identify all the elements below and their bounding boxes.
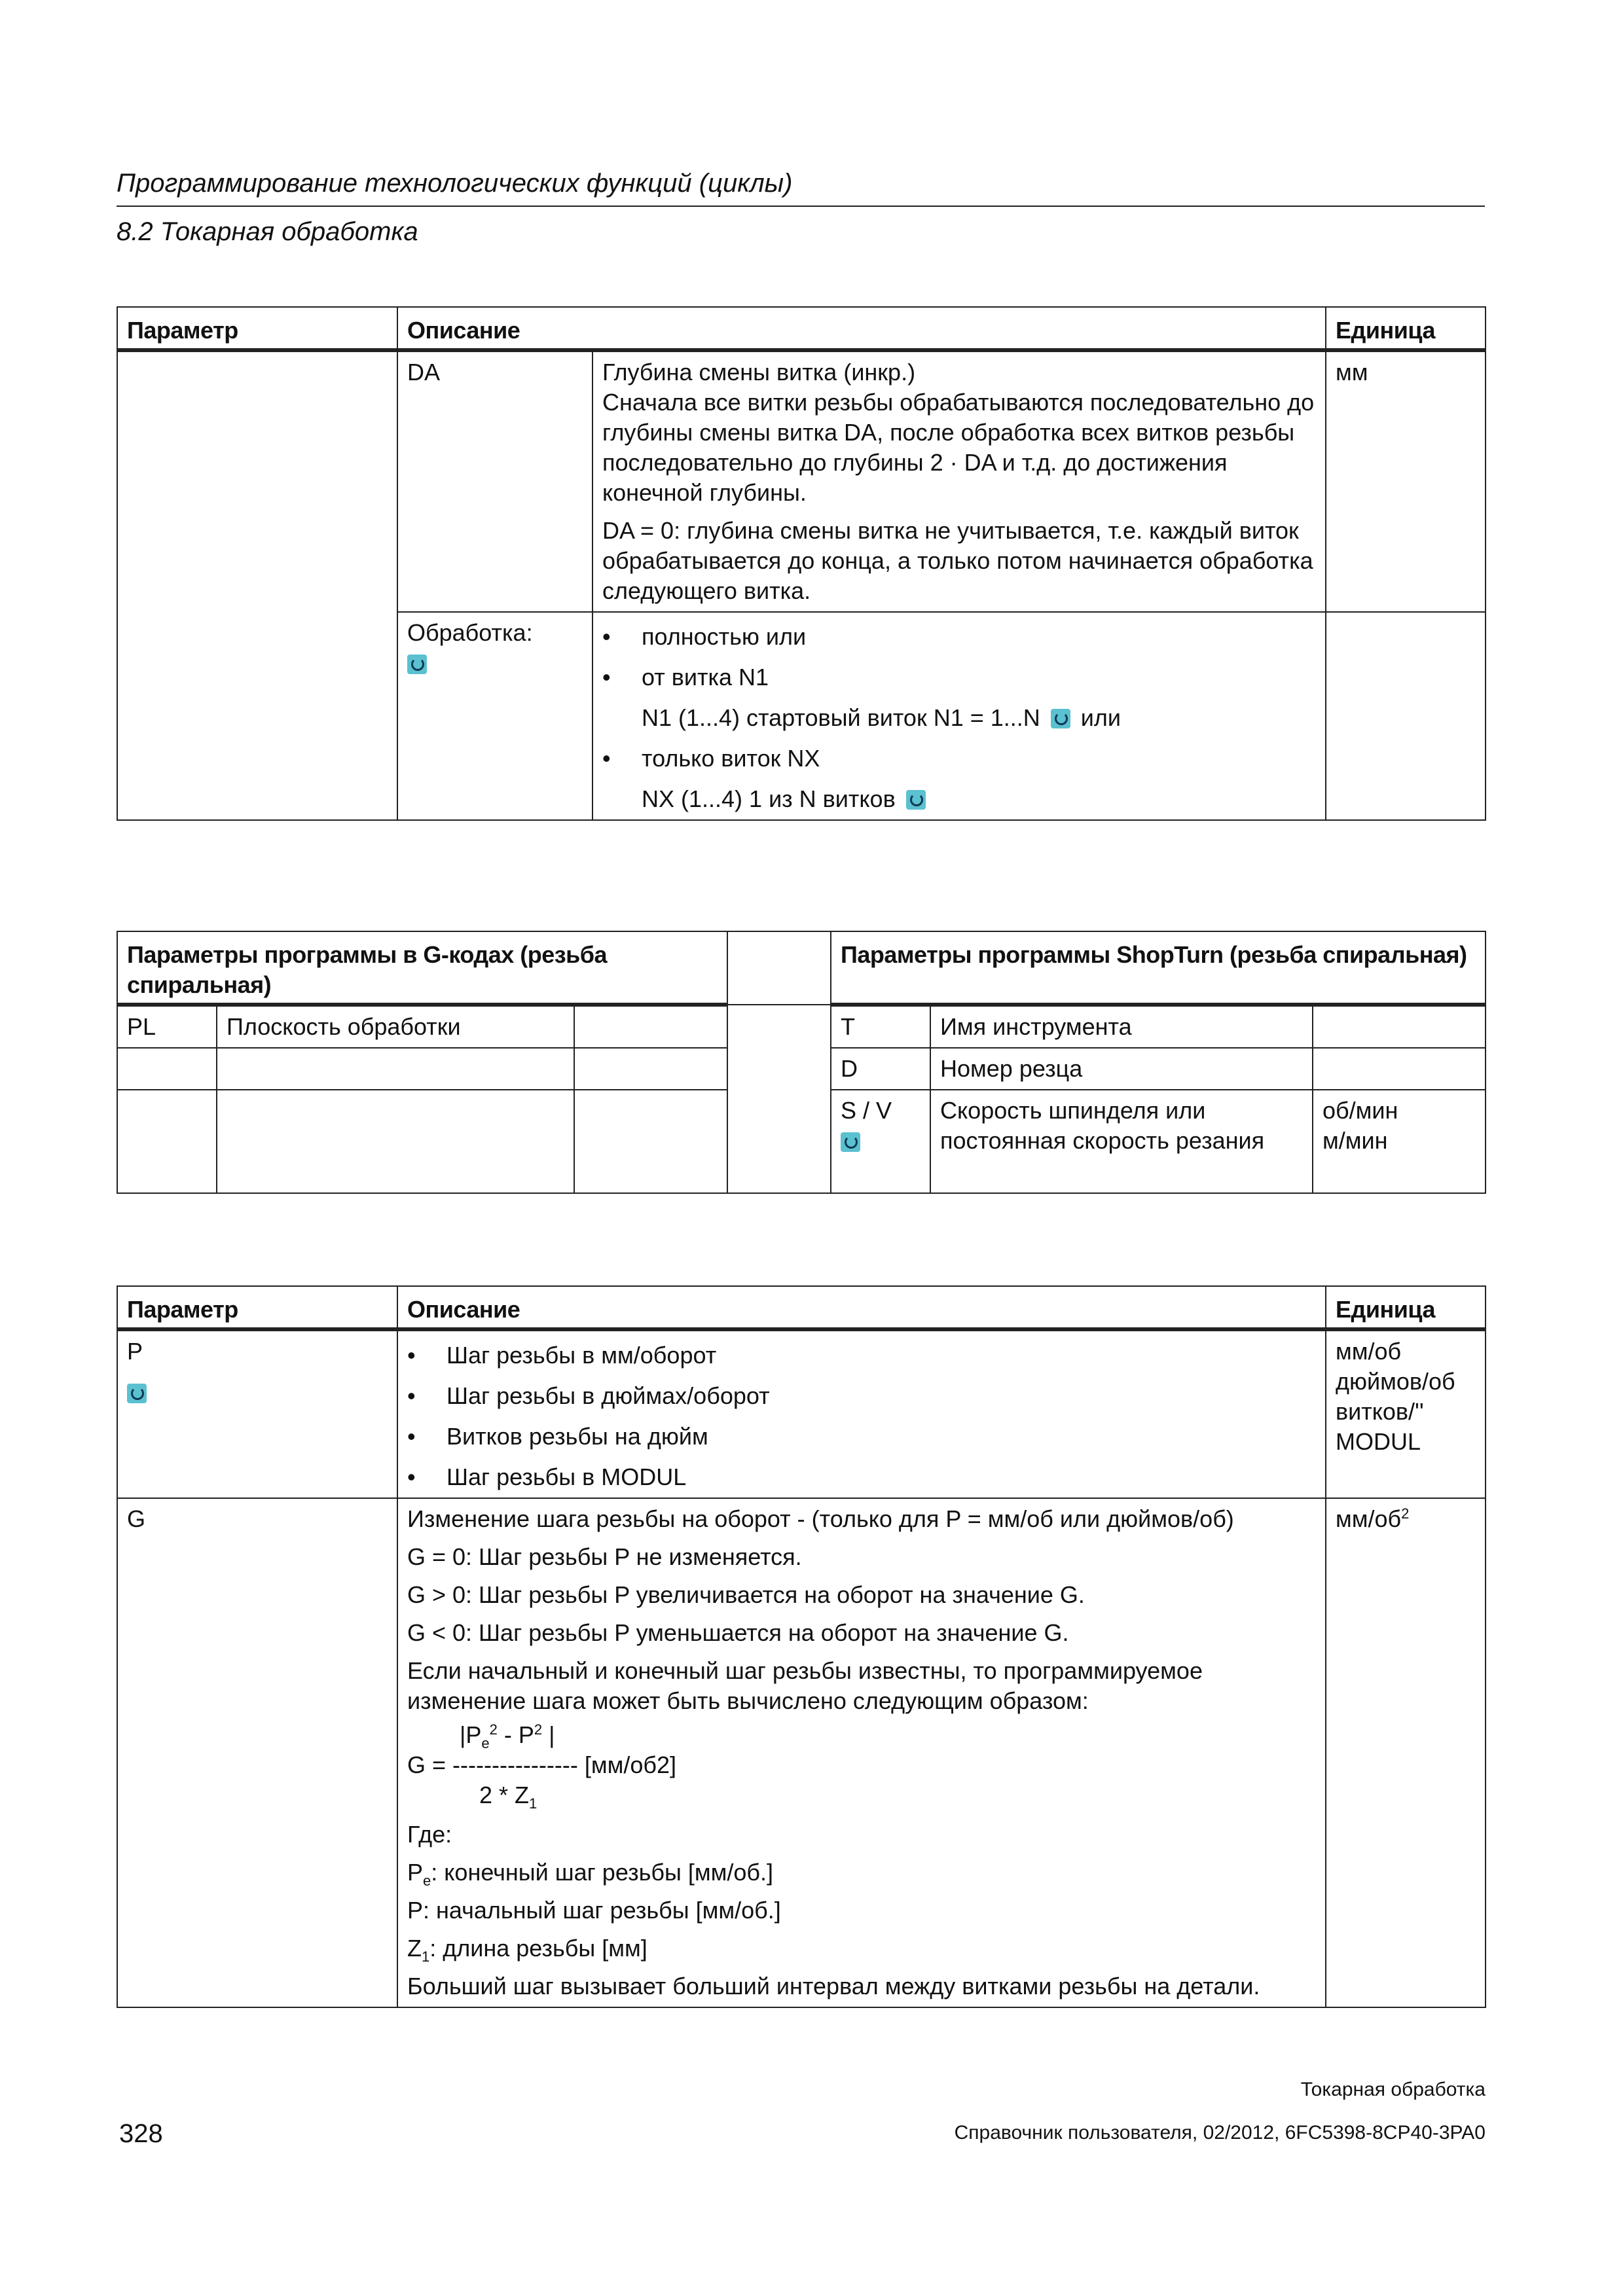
- option-only-nx: только виток NX: [642, 745, 820, 772]
- desc-da-note: DA = 0: глубина смены витка не учитывается, т.е. каждый виток обрабатывается до конца, а только потом начинается обработка следующего витка.: [602, 517, 1313, 604]
- threads-per-inch-option: Витков резьбы на дюйм: [447, 1423, 708, 1450]
- list-item: • Шаг резьбы в мм/оборот: [407, 1340, 1316, 1371]
- formula-denominator: $2 * Z_1$: [479, 1782, 538, 1812]
- shopturn-param-sv: [831, 1090, 930, 1193]
- gcode-param-empty: [117, 1048, 217, 1090]
- unit-modul: MODUL: [1336, 1428, 1421, 1455]
- unit-p: [1326, 1329, 1486, 1498]
- list-item: • полностью или: [602, 622, 1316, 652]
- toggle-select-icon: [841, 1132, 860, 1152]
- shopturn-unit: [1313, 1048, 1486, 1090]
- pe-definition: $P_e$: конечный шаг резьбы [мм/об.]: [407, 1859, 773, 1890]
- desc-da-body: Сначала все витки резьбы обрабатываются последовательно до глубины смены витка DA, после обработка всех витков резьбы последовательно до глубины 2 · DA и т.д. до достижения конечной глубины.: [602, 389, 1315, 506]
- desc-p: [397, 1329, 1326, 1498]
- unit-rpm: об/мин: [1322, 1097, 1398, 1124]
- g-desc-conclusion: Больший шаг вызывает больший интервал между витками резьбы на детали.: [407, 1973, 1260, 2000]
- param-p: [117, 1329, 397, 1498]
- shopturn-unit: [1313, 1090, 1486, 1193]
- g-desc-intro: Изменение шага резьбы на оборот - (только для P = мм/об или дюймов/об): [407, 1505, 1234, 1532]
- g-desc-formula-intro: Если начальный и конечный шаг резьбы известны, то программируемое изменение шага может быть вычислено следующим образом:: [407, 1657, 1203, 1714]
- table-row-g: [117, 1498, 1486, 2007]
- gcode-params-header: Параметры программы в G-кодах (резьба спиральная): [117, 931, 727, 1005]
- col-header-desc: Описание: [397, 307, 1326, 350]
- unit-mm-rev: мм/об: [1336, 1338, 1402, 1365]
- param-da: DA: [397, 350, 593, 612]
- list-item: • только виток NX: [602, 744, 1316, 774]
- shopturn-desc: Номер резца: [930, 1048, 1313, 1090]
- pitch-change-formula: [407, 1720, 1316, 1810]
- desc-da: [593, 350, 1326, 612]
- gcode-unit-empty: [574, 1048, 727, 1090]
- gcode-desc: Плоскость обработки: [217, 1005, 574, 1048]
- parameter-table-2: [117, 1285, 1486, 2008]
- footer-manual: Справочник пользователя, 02/2012, 6FC5398-8CP40-3PA0: [954, 2122, 1486, 2144]
- running-header: [117, 164, 1485, 251]
- unit-threads-inch: витков/'': [1336, 1398, 1424, 1425]
- p-definition: P: начальный шаг резьбы [мм/об.]: [407, 1897, 781, 1924]
- col-header-param: Параметр: [117, 1286, 397, 1329]
- toggle-select-icon: [906, 790, 926, 810]
- param-g: G: [117, 1498, 397, 2007]
- unit-mm-rev2: мм/об: [1336, 1505, 1402, 1532]
- table-row: [117, 1005, 1486, 1048]
- unit-mmin: м/мин: [1322, 1127, 1388, 1154]
- toggle-select-icon: [1051, 709, 1070, 728]
- toggle-select-icon: [407, 655, 427, 674]
- header-divider: [117, 206, 1485, 207]
- table-header-row: [117, 1286, 1486, 1329]
- desc-da-title: Глубина смены витка (инкр.): [602, 359, 916, 386]
- list-item: • Шаг резьбы в дюймах/оборот: [407, 1381, 1316, 1411]
- nx-detail-text: NX (1...4) 1 из N витков: [642, 785, 896, 812]
- list-item: • Шаг резьбы в MODUL: [407, 1462, 1316, 1492]
- shopturn-desc: Скорость шпинделя или постоянная скорость резания: [930, 1090, 1313, 1193]
- gcode-param: PL: [117, 1005, 217, 1048]
- empty-param-cell: [117, 350, 397, 820]
- param-p-label: P: [127, 1338, 143, 1365]
- program-params-table: [117, 931, 1486, 1194]
- desc-machining: [593, 612, 1326, 820]
- table-header-row: [117, 307, 1486, 350]
- table-row-da: [117, 350, 1486, 612]
- shopturn-param: D: [831, 1048, 930, 1090]
- col-header-param: Параметр: [117, 307, 397, 350]
- shopturn-param: T: [831, 1005, 930, 1048]
- shopturn-desc: Имя инструмента: [930, 1005, 1313, 1048]
- spacer-header: [727, 931, 831, 1005]
- chapter-title: Программирование технологических функций (циклы): [117, 169, 793, 198]
- table-row-p: [117, 1329, 1486, 1498]
- toggle-select-icon: [127, 1384, 147, 1403]
- col-header-desc: Описание: [397, 1286, 1326, 1329]
- unit-inch-rev: дюймов/об: [1336, 1368, 1455, 1395]
- section-title: 8.2 Токарная обработка: [117, 217, 418, 246]
- table-header-row: [117, 931, 1486, 1005]
- unit-da: мм: [1326, 350, 1486, 612]
- z1-definition: $Z_1$: длина резьбы [мм]: [407, 1935, 647, 1965]
- n1-detail-text: N1 (1...4) стартовый виток N1 = 1...N: [642, 704, 1040, 731]
- gcode-unit-empty: [574, 1090, 727, 1193]
- option-from-n1: от витка N1: [642, 664, 769, 691]
- pe-definition-text: : конечный шаг резьбы [мм/об.]: [431, 1859, 773, 1886]
- shopturn-params-header: Параметры программы ShopTurn (резьба спиральная): [831, 931, 1486, 1005]
- pitch-mm-option: Шаг резьбы в мм/оборот: [447, 1342, 717, 1369]
- option-full: полностью или: [642, 623, 807, 650]
- z1-definition-text: : длина резьбы [мм]: [429, 1935, 647, 1962]
- spacer-cell: [727, 1005, 831, 1193]
- gcode-desc-empty: [217, 1048, 574, 1090]
- option-from-n1-detail: [602, 703, 1316, 733]
- where-label: Где:: [407, 1821, 452, 1848]
- gcode-unit: [574, 1005, 727, 1048]
- formula-main-line: G = ---------------- [мм/об2]: [407, 1751, 677, 1778]
- col-header-unit: Единица: [1326, 1286, 1486, 1329]
- g-desc-negative: G < 0: Шаг резьбы P уменьшается на оборот на значение G.: [407, 1619, 1069, 1646]
- machining-label: Обработка:: [407, 619, 533, 646]
- param-machining: [397, 612, 593, 820]
- g-desc-zero: G = 0: Шаг резьбы P не изменяется.: [407, 1543, 802, 1570]
- g-desc-positive: G > 0: Шаг резьбы P увеличивается на оборот на значение G.: [407, 1581, 1085, 1608]
- footer-section: Токарная обработка: [1300, 2079, 1486, 2100]
- pitch-inch-option: Шаг резьбы в дюймах/оборот: [447, 1382, 770, 1409]
- param-sv-label: S / V: [841, 1097, 892, 1124]
- formula-numerator: $|P_e^2 - P^2$ |: [460, 1721, 555, 1752]
- gcode-desc-empty: [217, 1090, 574, 1193]
- page-number: 328: [119, 2119, 163, 2148]
- parameter-table-1: [117, 306, 1486, 821]
- unit-machining: [1326, 612, 1486, 820]
- pitch-modul-option: Шаг резьбы в MODUL: [447, 1463, 687, 1490]
- shopturn-unit: [1313, 1005, 1486, 1048]
- unit-g: $мм/об^2$: [1326, 1498, 1486, 2007]
- n1-detail-or: или: [1080, 704, 1122, 731]
- desc-g: [397, 1498, 1326, 2007]
- list-item: • Витков резьбы на дюйм: [407, 1422, 1316, 1452]
- col-header-unit: Единица: [1326, 307, 1486, 350]
- list-item: • от витка N1: [602, 662, 1316, 692]
- option-only-nx-detail: [602, 784, 1316, 814]
- gcode-param-empty: [117, 1090, 217, 1193]
